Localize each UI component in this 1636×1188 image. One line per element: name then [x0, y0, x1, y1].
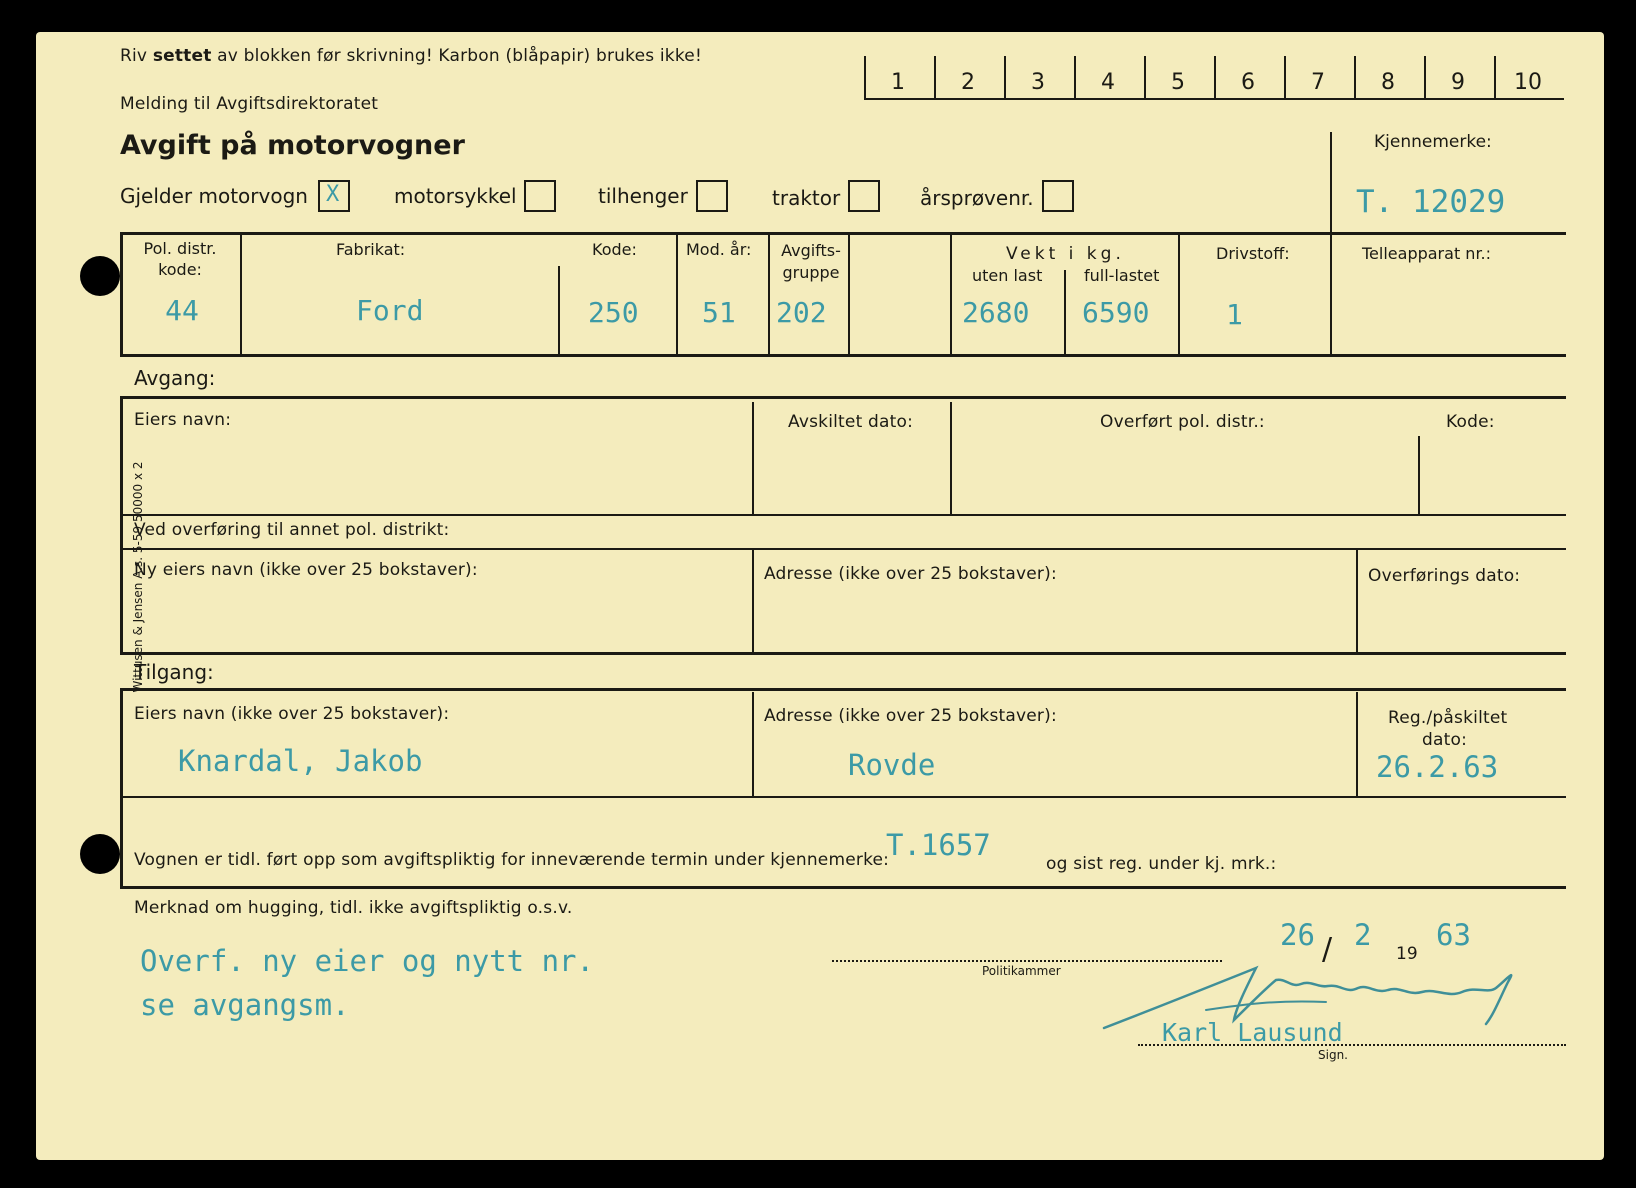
- binder-hole: [80, 256, 120, 296]
- avskiltet-dato-label: Avskiltet dato:: [788, 412, 914, 432]
- politikammer-label: Politikammer: [982, 964, 1061, 978]
- full-lastet-value: 6590: [1082, 296, 1150, 329]
- avgang-eiers-navn-label: Eiers navn:: [134, 410, 232, 430]
- column-number: 4: [1101, 70, 1115, 95]
- overforings-dato-label: Overførings dato:: [1368, 566, 1521, 586]
- form-title: Avgift på motorvogner: [120, 130, 465, 161]
- tilgang-heading: Tilgang:: [134, 660, 214, 684]
- column-number: 10: [1514, 70, 1542, 95]
- sign-line: [1138, 1044, 1566, 1046]
- traktor-label: traktor: [772, 186, 841, 210]
- avgiftsgruppe-value: 202: [776, 296, 827, 329]
- arsprovenr-label: årsprøvenr.: [920, 186, 1034, 210]
- signer-name: Karl Lausund: [1162, 1018, 1343, 1047]
- date-century: 19: [1396, 944, 1418, 964]
- column-number: 1: [891, 70, 905, 95]
- tidligere-kjennemerke-label: Vognen er tidl. ført opp som avgiftspliktig for inneværende termin under kjennemerke:: [134, 850, 890, 870]
- kode-label: Kode:: [592, 240, 637, 259]
- binder-hole: [80, 834, 120, 874]
- reg-dato-label-line1: Reg./påskiltet: [1388, 708, 1508, 728]
- uten-last-label: uten last: [972, 266, 1043, 285]
- drivstoff-label: Drivstoff:: [1216, 244, 1290, 263]
- column-number: 7: [1311, 70, 1325, 95]
- motorvogn-checkbox[interactable]: [318, 180, 350, 212]
- date-separator: /: [1322, 932, 1333, 967]
- sist-reg-label: og sist reg. under kj. mrk.:: [1046, 854, 1277, 874]
- date-month: 2: [1354, 918, 1372, 952]
- vekt-label: Vekt i kg.: [1006, 244, 1125, 264]
- sign-label: Sign.: [1318, 1048, 1348, 1062]
- tilgang-eiers-navn-label: Eiers navn (ikke over 25 bokstaver):: [134, 704, 450, 724]
- motorsykkel-checkbox[interactable]: [524, 180, 556, 212]
- recipient-line: Melding til Avgiftsdirektoratet: [120, 94, 379, 114]
- column-number: 2: [961, 70, 975, 95]
- date-year: 63: [1436, 918, 1471, 952]
- kode-value: 250: [588, 296, 639, 329]
- drivstoff-value: 1: [1226, 298, 1243, 331]
- checkbox-mark: X: [326, 182, 340, 207]
- column-number: 9: [1451, 70, 1465, 95]
- fabrikat-value: Ford: [356, 294, 424, 327]
- column-number: 5: [1171, 70, 1185, 95]
- tilgang-adresse-value: Rovde: [848, 748, 936, 782]
- tilhenger-label: tilhenger: [598, 184, 688, 208]
- avgang-kode-label: Kode:: [1446, 412, 1495, 432]
- overfort-pol-distr-label: Overført pol. distr.:: [1100, 412, 1265, 432]
- arsprovenr-checkbox[interactable]: [1042, 180, 1074, 212]
- telleapparat-label: Telleapparat nr.:: [1362, 244, 1492, 263]
- traktor-checkbox[interactable]: [848, 180, 880, 212]
- reg-dato-value: 26.2.63: [1376, 750, 1499, 784]
- merknad-label: Merknad om hugging, tidl. ikke avgiftspliktig o.s.v.: [134, 898, 573, 918]
- tilgang-eiers-navn-value: Knardal, Jakob: [178, 744, 423, 778]
- mod-ar-value: 51: [702, 296, 736, 329]
- avgiftsgruppe-label: Avgifts- gruppe: [781, 241, 841, 282]
- ny-adresse-label: Adresse (ikke over 25 bokstaver):: [764, 564, 1057, 584]
- column-number: 3: [1031, 70, 1045, 95]
- pol-distr-label: Pol. distr. kode:: [143, 239, 217, 279]
- tear-notice: Riv settet av blokken før skrivning! Karbon (blåpapir) brukes ikke!: [120, 46, 702, 66]
- merknad-line-1: Overf. ny eier og nytt nr.: [140, 944, 594, 978]
- registration-value: T. 12029: [1356, 184, 1506, 220]
- tax-form-card: [36, 32, 1604, 1160]
- motorsykkel-label: motorsykkel: [394, 184, 517, 208]
- vehicle-type-label: Gjelder motorvogn: [120, 184, 308, 208]
- pol-distr-value: 44: [165, 294, 199, 327]
- registration-label: Kjennemerke:: [1374, 132, 1492, 152]
- mod-ar-label: Mod. år:: [686, 240, 752, 259]
- tidligere-kjennemerke-value: T.1657: [886, 828, 991, 862]
- tilhenger-checkbox[interactable]: [696, 180, 728, 212]
- avgang-heading: Avgang:: [134, 366, 216, 390]
- uten-last-value: 2680: [962, 296, 1030, 329]
- ny-eiers-navn-label: Ny eiers navn (ikke over 25 bokstaver):: [134, 560, 478, 580]
- full-lastet-label: full-lastet: [1084, 266, 1160, 285]
- column-number: 6: [1241, 70, 1255, 95]
- column-number: 8: [1381, 70, 1395, 95]
- ved-overforing-label: Ved overføring til annet pol. distrikt:: [134, 520, 450, 540]
- date-day: 26: [1280, 918, 1315, 952]
- merknad-line-2: se avgangsm.: [140, 988, 350, 1022]
- reg-dato-label-line2: dato:: [1422, 730, 1468, 750]
- tilgang-adresse-label: Adresse (ikke over 25 bokstaver):: [764, 706, 1057, 726]
- printer-imprint: Wittusen & Jensen A.s. 5-59 50000 x 2: [131, 461, 145, 693]
- fabrikat-label: Fabrikat:: [336, 240, 406, 259]
